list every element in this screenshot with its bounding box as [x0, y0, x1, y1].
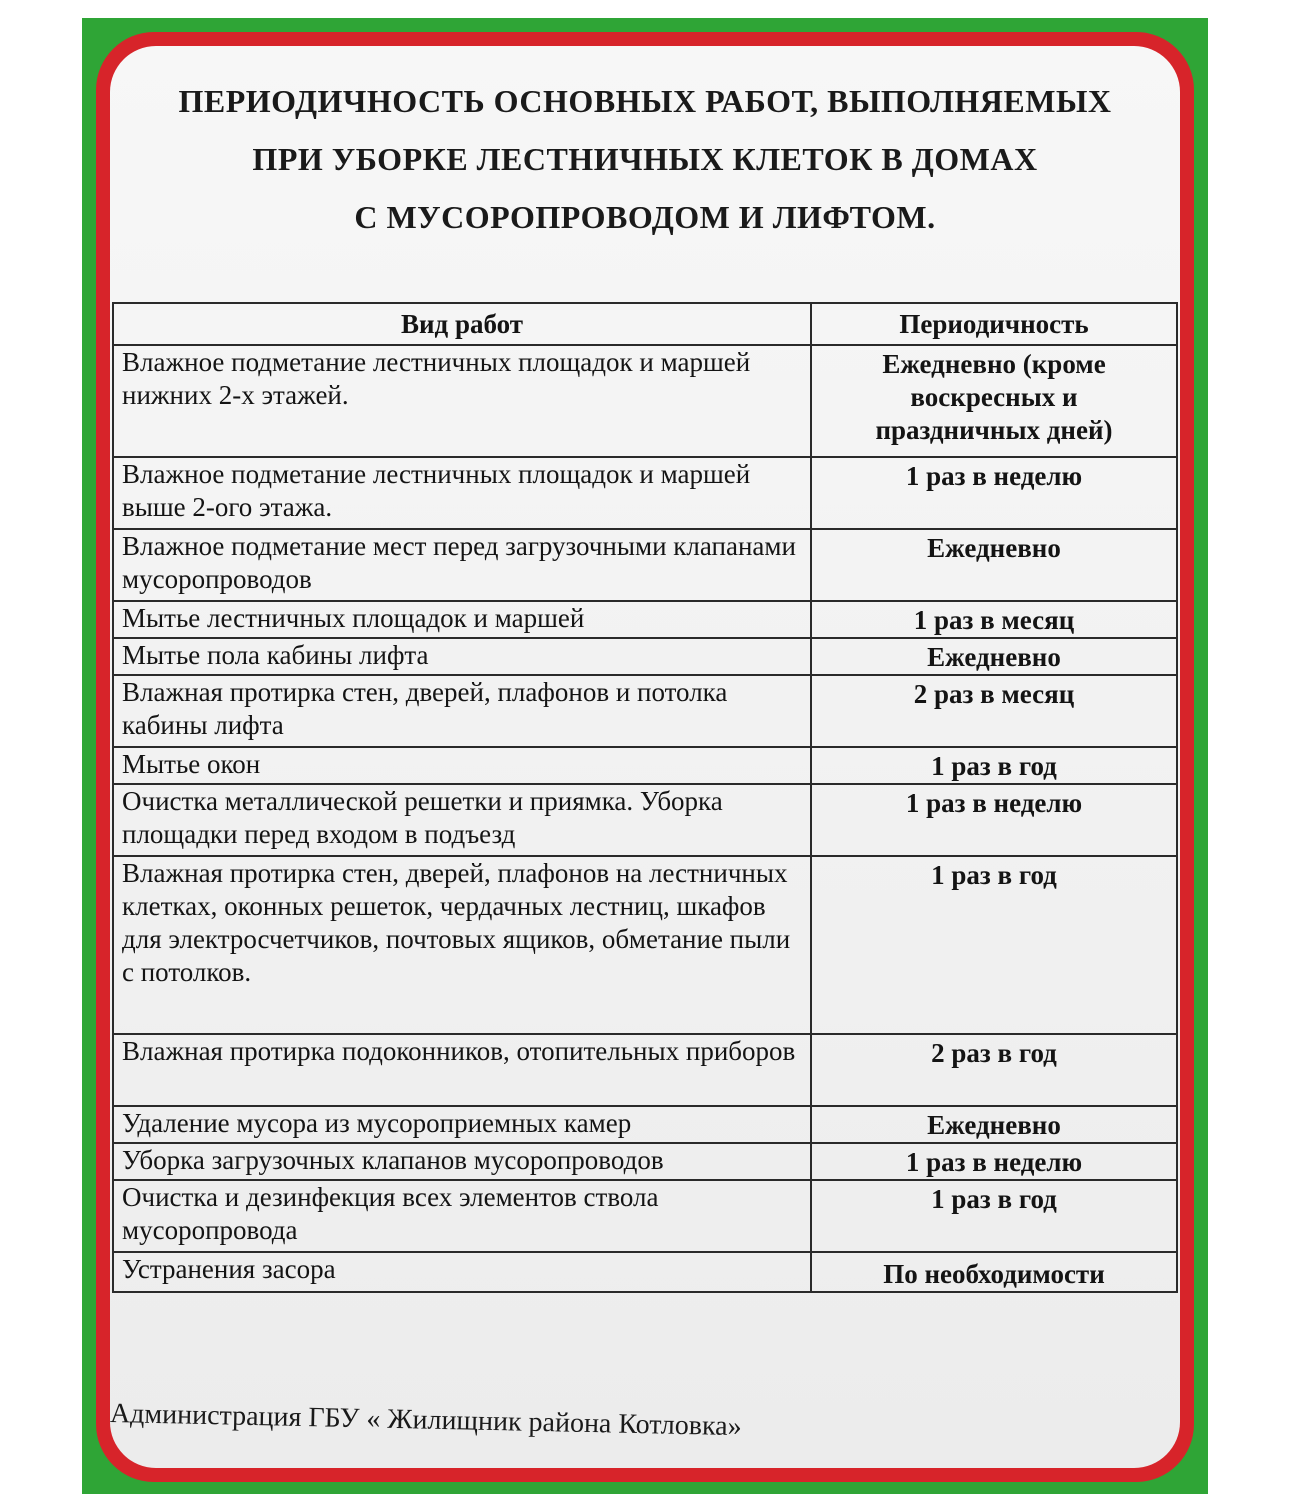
frequency-cell: 1 раз в год: [811, 1180, 1177, 1252]
work-cell: Очистка металлической решетки и приямка. Уборка площадки перед входом в подъезд: [113, 784, 811, 856]
frequency-cell: 1 раз в год: [811, 747, 1177, 784]
frequency-cell: Ежедневно: [811, 1106, 1177, 1143]
work-cell: Влажное подметание лестничных площадок и маршей выше 2-ого этажа.: [113, 457, 811, 529]
frequency-cell: Ежедневно (кроме воскресных и праздничных дней): [811, 345, 1177, 457]
column-header-frequency: Периодичность: [811, 303, 1177, 345]
table-row: [113, 601, 1177, 638]
title-line-2: ПРИ УБОРКЕ ЛЕСТНИЧНЫХ КЛЕТОК В ДОМАХ: [252, 141, 1038, 177]
table-row: [113, 784, 1177, 856]
work-cell: Мытье окон: [113, 747, 811, 784]
work-cell: Мытье пола кабины лифта: [113, 638, 811, 675]
frequency-cell: 1 раз в неделю: [811, 1143, 1177, 1180]
work-cell: Устранения засора: [113, 1252, 811, 1292]
column-header-work: Вид работ: [113, 303, 811, 345]
frequency-cell: 1 раз в неделю: [811, 457, 1177, 529]
work-cell: Влажная протирка подоконников, отопительных приборов: [113, 1034, 811, 1106]
frequency-cell: Ежедневно: [811, 529, 1177, 601]
table-row: [113, 856, 1177, 1034]
work-cell: Удаление мусора из мусороприемных камер: [113, 1106, 811, 1143]
table-header-row: [113, 303, 1177, 345]
frequency-cell: По необходимости: [811, 1252, 1177, 1292]
table-row: [113, 1143, 1177, 1180]
work-cell: Очистка и дезинфекция всех элементов ствола мусоропровода: [113, 1180, 811, 1252]
title-line-3: С МУСОРОПРОВОДОМ И ЛИФТОМ.: [354, 199, 936, 235]
work-cell: Влажное подметание лестничных площадок и маршей нижних 2-х этажей.: [113, 345, 811, 457]
title-line-1: ПЕРИОДИЧНОСТЬ ОСНОВНЫХ РАБОТ, ВЫПОЛНЯЕМЫХ: [178, 83, 1112, 119]
frequency-cell: 2 раз в год: [811, 1034, 1177, 1106]
table-row: [113, 457, 1177, 529]
table-row: [113, 675, 1177, 747]
table-row: [113, 1252, 1177, 1292]
table-row: [113, 638, 1177, 675]
table-row: [113, 1106, 1177, 1143]
notice-sheet: [110, 46, 1180, 1468]
work-cell: Уборка загрузочных клапанов мусоропроводов: [113, 1143, 811, 1180]
table-row: [113, 1034, 1177, 1106]
footer-signature: Администрация ГБУ « Жилищник района Котловка»: [110, 1398, 742, 1443]
frequency-cell: 1 раз в неделю: [811, 784, 1177, 856]
frequency-cell: Ежедневно: [811, 638, 1177, 675]
frequency-cell: 2 раз в месяц: [811, 675, 1177, 747]
work-schedule-table: [112, 302, 1178, 1293]
document-title: [110, 72, 1180, 246]
work-cell: Влажное подметание мест перед загрузочными клапанами мусоропроводов: [113, 529, 811, 601]
table-row: [113, 1180, 1177, 1252]
table-row: [113, 529, 1177, 601]
frequency-cell: 1 раз в год: [811, 856, 1177, 1034]
work-cell: Мытье лестничных площадок и маршей: [113, 601, 811, 638]
table-row: [113, 345, 1177, 457]
work-cell: Влажная протирка стен, дверей, плафонов и потолка кабины лифта: [113, 675, 811, 747]
frequency-cell: 1 раз в месяц: [811, 601, 1177, 638]
table-row: [113, 747, 1177, 784]
work-cell: Влажная протирка стен, дверей, плафонов на лестничных клетках, оконных решеток, чердачных лестниц, шкафов для электросчетчиков, почтовых ящиков, обметание пыли с потолков.: [113, 856, 811, 1034]
